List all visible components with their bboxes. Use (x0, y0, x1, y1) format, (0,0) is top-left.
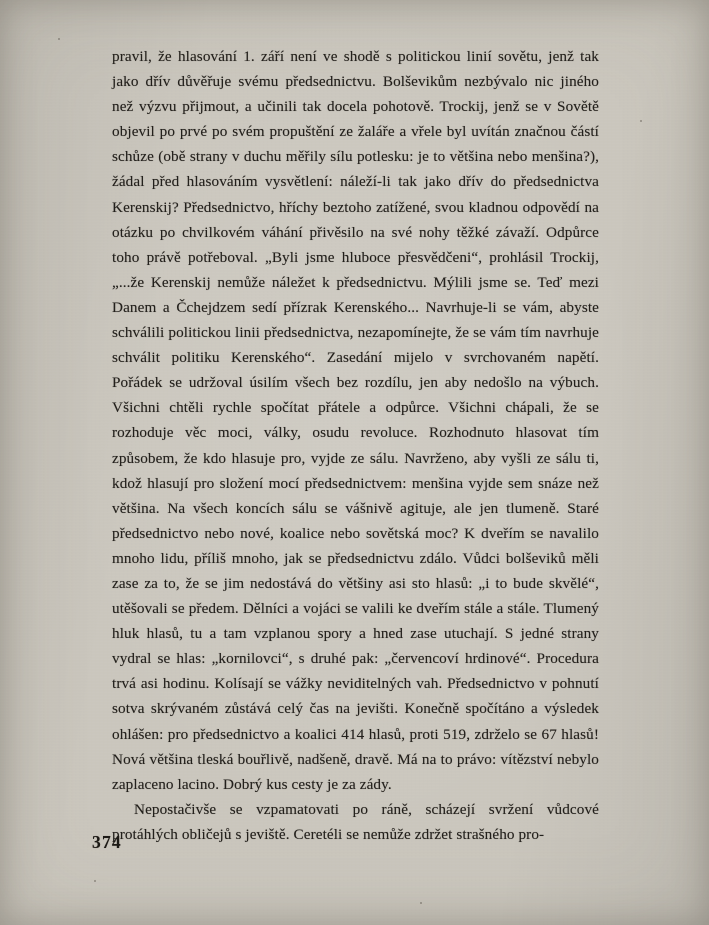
paper-speck (94, 880, 96, 882)
paragraph: pravil, že hlasování 1. září není ve shodě s politickou linií sovětu, jenž tak jako dřív důvěřuje svému předsednictvu. Bolševikům nezbývalo nic jiného než výzvu přijmout, a učinili tak docela pohotově. Trockij, jenž se v Sovětě objevil po prvé po svém propuštění ze žaláře a vřele byl uvítán značnou částí schůze (obě strany v duchu měřily sílu potlesku: je to většina nebo menšina?), žádal před hlasováním vysvětlení: náleží-li tak jako dřív do předsednictva Kerenskij? Předsednictvo, hříchy beztoho zatížené, svou kladnou odpovědí na otázku po chvilkovém váhání přivěsilo na své nohy těžké závaží. Odpůrce toho právě potřeboval. „Byli jsme hluboce přesvědčeni“, prohlásil Trockij, „...že Kerenskij nemůže náležet k předsednictvu. Mýlili jsme se. Teď mezi Danem a Čchejdzem sedí přízrak Kerenského... Navrhuje-li se vám, abyste schválili politickou linii předsednictva, nezapomínejte, že se vám tím navrhuje schválit politiku Kerenského“. Zasedání mijelo v svrchovaném napětí. Pořádek se udržoval úsilím všech bez rozdílu, jen aby nedošlo na výbuch. Všichni chtěli rychle spočítat přátele a odpůrce. Všichni chápali, že se rozhoduje věc moci, války, osudu revoluce. Rozhodnuto hlasovat tím způsobem, že kdo hlasuje pro, vyjde ze sálu. Navrženo, aby vyšli ze sálu ti, kdož hlasují pro složení mocí předsednictvem: menšina vyjde sem snáze než většina. Na všech koncích sálu se vášnivě agituje, ale jen tlumeně. Staré předsednictvo nebo nové, koalice nebo sovětská moc? K dveřím se navalilo mnoho lidu, příliš mnoho, jak se předsednictvu zdálo. Vůdci bolševiků měli zase za to, že se jim nedostává do většiny asi sto hlasů: „i to bude skvělé“, utěšovali se předem. Dělníci a vojáci se valili ke dveřím stále a stále. Tlumený hluk hlasů, tu a tam vzplanou spory a hned zase utuchají. S jedné strany vydral se hlas: „kornilovci“, s druhé pak: „červencoví hrdinové“. Procedura trvá asi hodinu. Kolísají se vážky neviditelných vah. Předsednictvo v pohnutí sotva skrývaném zůstává celý čas na jevišti. Konečně spočítáno a výsledek ohlášen: pro předsednictvo a koalici 414 hlasů, proti 519, zdrželo se 67 hlasů! Nová většina tleská bouřlivě, nadšeně, dravě. Má na to právo: vítězství nebylo zaplaceno lacino. Dobrý kus cesty je za zády. (112, 48, 599, 793)
paragraph: Nepostačivše se vzpamatovati po ráně, scházejí svržení vůdcové protáhlých obličejů s jeviště. Ceretéli se nemůže zdržet strašného pro- (112, 800, 599, 843)
page-number: 374 (92, 832, 122, 852)
paper-speck (640, 120, 642, 122)
page-body-text (112, 44, 599, 847)
paper-speck (420, 902, 422, 904)
paper-speck (58, 38, 60, 40)
